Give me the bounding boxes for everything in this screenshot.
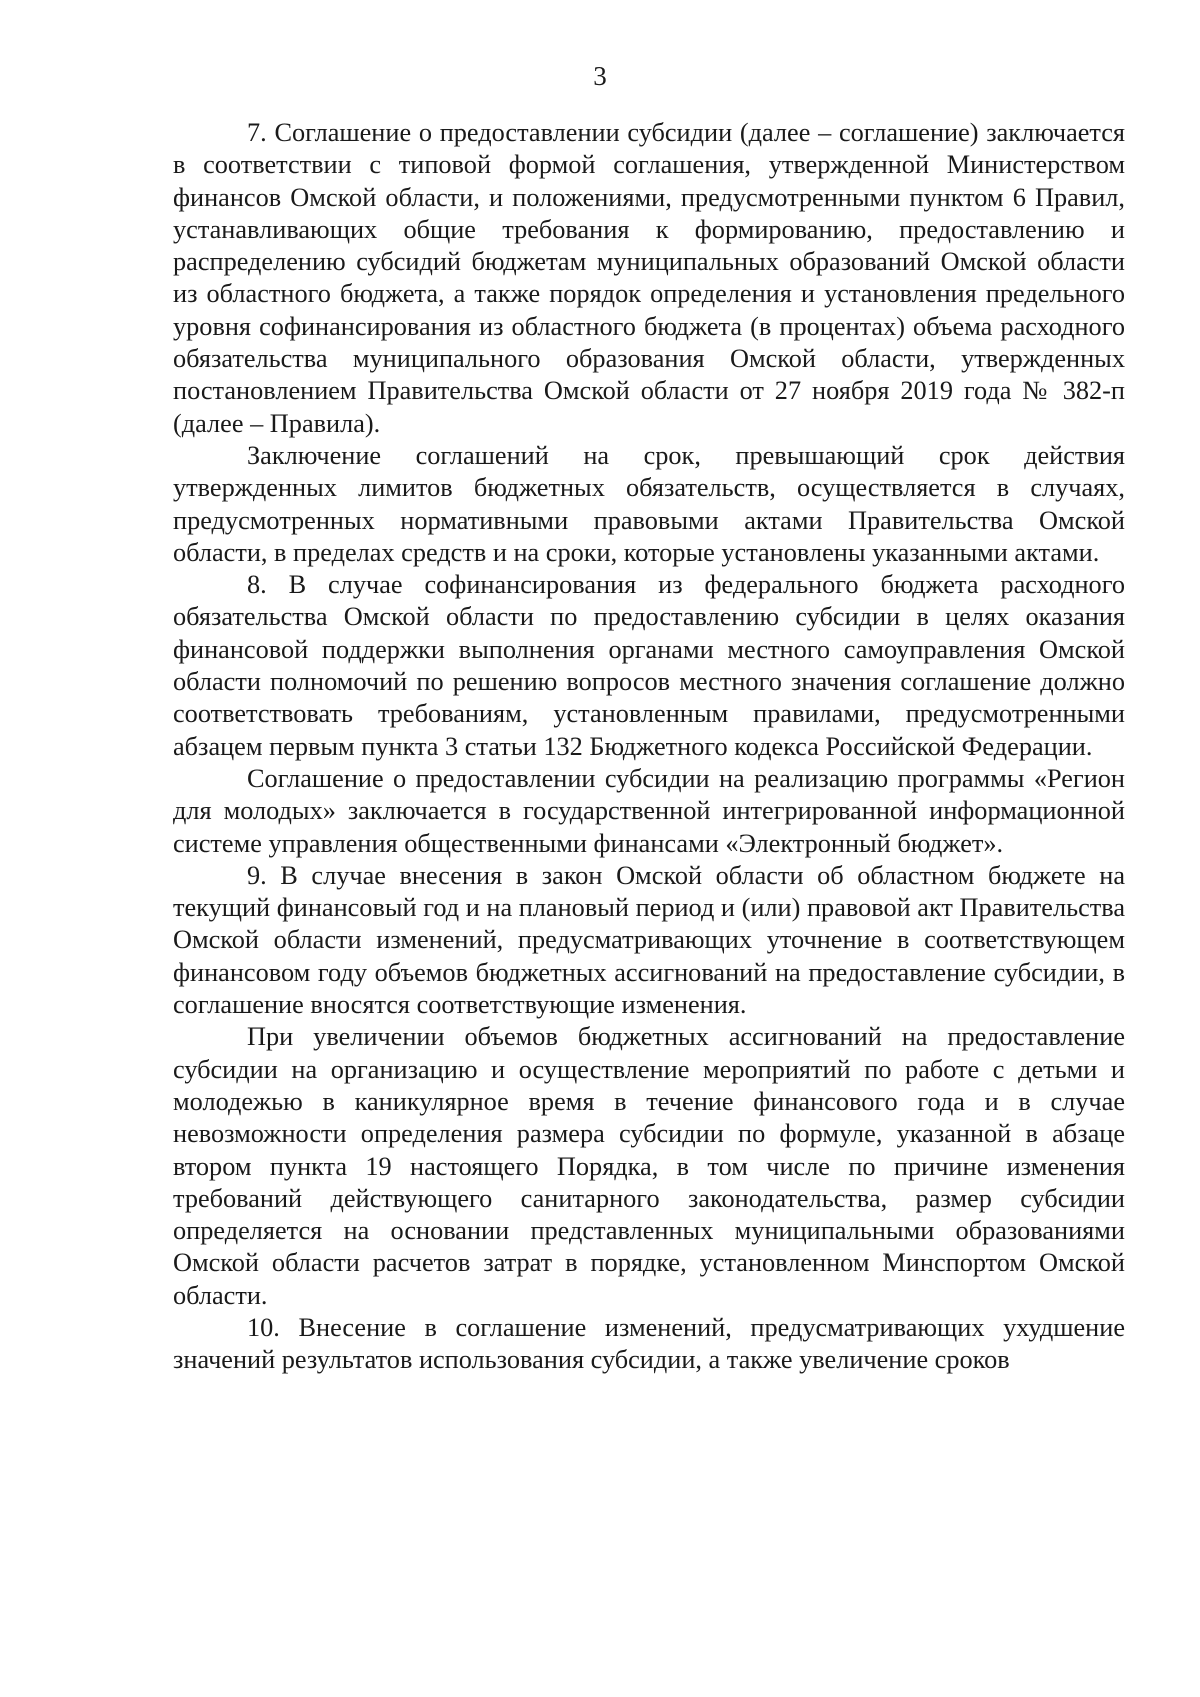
paragraph-agreement-term: Заключение соглашений на срок, превышающий срок действия утвержденных лимитов бюджетных обязательств, осуществляется в случаях, предусмотренных нормативными правовыми актами Правительства Омской области, в пределах средств и на сроки, которые установлены указанными актами. xyxy=(173,440,1125,567)
paragraph-10-amendments: 10. Внесение в соглашение изменений, предусматривающих ухудшение значений результатов использования субсидии, а также увеличение сроков xyxy=(173,1312,1125,1375)
document-body xyxy=(173,117,1125,1377)
paragraph-increase-allocations: При увеличении объемов бюджетных ассигнований на предоставление субсидии на организацию и осуществление мероприятий по работе с детьми и молодежью в каникулярное время в течение финансового года и в случае невозможности определения размера субсидии по формуле, указанной в абзаце втором пункта 19 настоящего Порядка, в том числе по причине изменения требований действующего санитарного законодательства, размер субсидии определяется на основании представленных муниципальными образованиями Омской области расчетов затрат в порядке, установленном Минспортом Омской области. xyxy=(173,1022,1125,1310)
paragraph-region-for-young: Соглашение о предоставлении субсидии на реализацию программы «Регион для молодых» заключается в государственной интегрированной информационной системе управления общественными финансами «Электронный бюджет». xyxy=(173,763,1125,858)
paragraph-7-agreement: 7. Соглашение о предоставлении субсидии (далее – соглашение) заключается в соответствии с типовой формой соглашения, утвержденной Министерством финансов Омской области, и положениями, предусмотренными пунктом 6 Правил, устанавливающих общие требования к формированию, предоставлению и распределению субсидий бюджетам муниципальных образований Омской области из областного бюджета, а также порядок определения и установления предельного уровня софинансирования из областного бюджета (в процентах) объема расходного обязательства муниципального образования Омской области, утвержденных постановлением Правительства Омской области от 27 ноября 2019 года № 382-п (далее – Правила). xyxy=(173,118,1125,438)
page-number: 3 xyxy=(593,61,607,91)
paragraph-9-budget-changes: 9. В случае внесения в закон Омской области об областном бюджете на текущий финансовый год и на плановый период и (или) правовой акт Правительства Омской области изменений, предусматривающих уточнение в соответствующем финансовом году объемов бюджетных ассигнований на предоставление субсидии, в соглашение вносятся соответствующие изменения. xyxy=(173,860,1125,1020)
paragraph-8-federal-cofinancing: 8. В случае софинансирования из федерального бюджета расходного обязательства Омской области по предоставлению субсидии в целях оказания финансовой поддержки выполнения органами местного самоуправления Омской области полномочий по решению вопросов местного значения соглашение должно соответствовать требованиям, установленным правилами, предусмотренными абзацем первым пункта 3 статьи 132 Бюджетного кодекса Российской Федерации. xyxy=(173,570,1125,761)
